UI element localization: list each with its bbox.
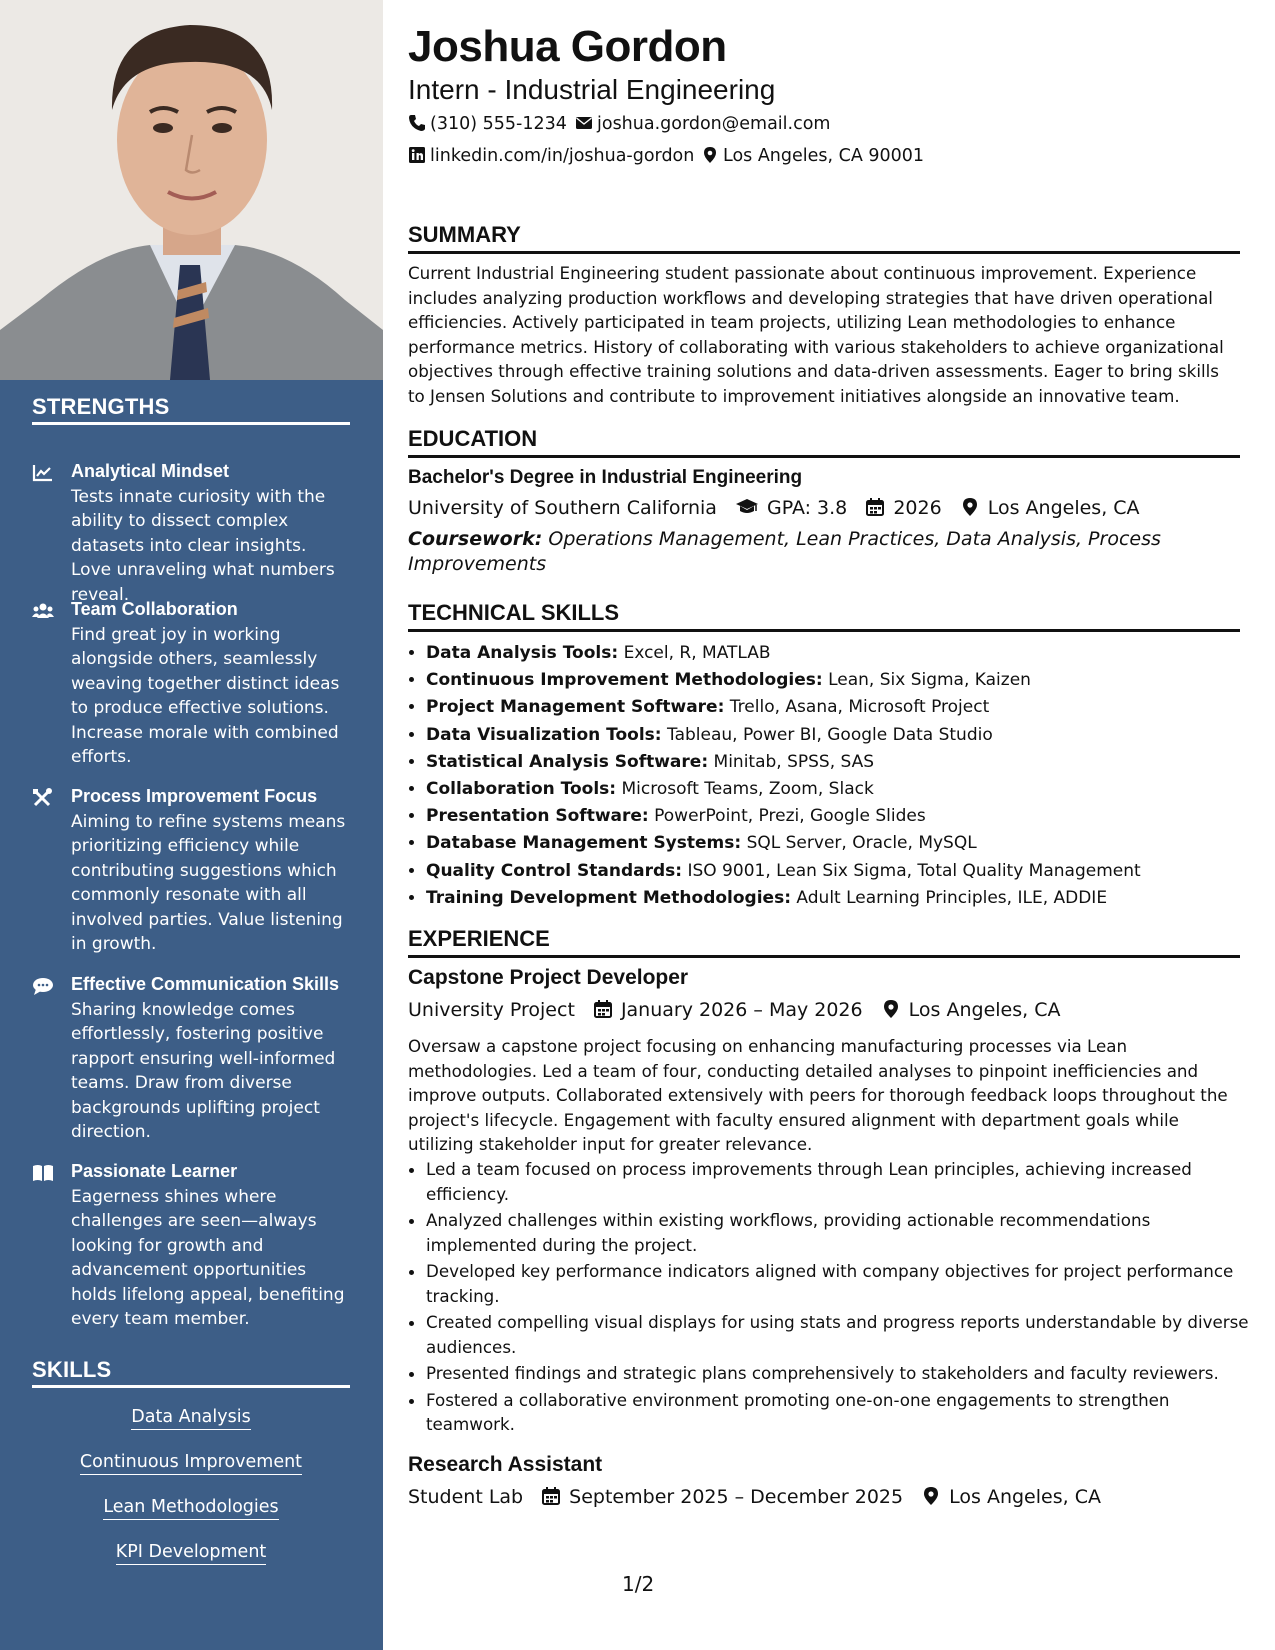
job-dates: September 2025 – December 2025 [569, 1486, 904, 1508]
strength-desc: Tests innate curiosity with the ability to dissect complex datasets into clear insights. Love unraveling what numbers reveal. [71, 487, 335, 605]
strength-title: Analytical Mindset [71, 461, 230, 481]
list-item [426, 722, 1256, 749]
skill-tag [32, 1497, 350, 1520]
job-org: University Project [408, 999, 575, 1021]
job-meta [408, 999, 1061, 1021]
coursework-label: Coursework: [408, 528, 543, 550]
list-item: • Led a team focused on process improvements through Lean principles, achieving increased efficiency. [426, 1157, 1258, 1206]
skill-values: Lean, Six Sigma, Kaizen [828, 670, 1031, 691]
school: University of Southern California [408, 497, 717, 519]
skill-values: Microsoft Teams, Zoom, Slack [621, 779, 874, 800]
job-title: Research Assistant [408, 1453, 603, 1476]
phone[interactable] [408, 114, 567, 134]
envelope-icon [575, 114, 593, 132]
job-location: Los Angeles, CA [908, 999, 1061, 1021]
skill-values: Trello, Asana, Microsoft Project [729, 697, 990, 718]
strength-desc: Aiming to refine systems means prioritizing efficiency while contributing suggestions which commonly resonate with all involved parties. Value listening in growth. [71, 812, 346, 955]
skill-category: Project Management Software: [426, 697, 725, 718]
list-item [426, 830, 1256, 857]
skill-tag [32, 1452, 350, 1475]
profile-photo [0, 0, 383, 380]
education-location: Los Angeles, CA [987, 497, 1140, 519]
book-open-icon [32, 1163, 54, 1183]
skill-category: Presentation Software: [426, 806, 649, 827]
job-description: Oversaw a capstone project focusing on enhancing manufacturing processes via Lean methodologies. Led a team of four, conducting detailed analyses to pinpoint inefficiencies and improve outputs. Collaborated extensively with peers for thorough feedback loops throughout the project's lifecycle. Engagement with faculty ensured alignment with department goals while utilizing stakeholder input for greater relevance. [408, 1036, 1228, 1154]
phone-text: (310) 555-1234 [430, 114, 567, 134]
map-pin-icon [960, 497, 980, 517]
linkedin-text: linkedin.com/in/joshua-gordon [430, 146, 695, 166]
page-number: 1/2 [622, 1572, 655, 1596]
skill-category: Collaboration Tools: [426, 779, 617, 800]
skill-category: Training Development Methodologies: [426, 887, 792, 908]
skill-values: SQL Server, Oracle, MySQL [746, 833, 977, 854]
grad-year: 2026 [893, 497, 942, 519]
candidate-name: Joshua Gordon [408, 22, 727, 71]
strength-desc: Sharing knowledge comes effortlessly, fostering positive rapport ensuring well-informed teams. Draw from diverse backgrounds uplifting project direction. [71, 1000, 336, 1143]
education-meta [408, 497, 1140, 519]
skill-values: Tableau, Power BI, Google Data Studio [667, 724, 993, 745]
coursework-list: Operations Management, Lean Practices, Data Analysis, Process Improvements [408, 528, 1161, 575]
phone-icon [408, 114, 426, 132]
users-icon [32, 601, 54, 621]
skill-values: PowerPoint, Prezi, Google Slides [654, 806, 926, 827]
list-item [426, 640, 1256, 667]
experience-title: EXPERIENCE [408, 926, 1240, 958]
summary-text: Current Industrial Engineering student passionate about continuous improvement. Experience includes analyzing production workflows and developing strategies that have driven operational efficiencies. Actively participated in team projects, utilizing Lean methodologies to enhance performance metrics. History of collaborating with various stakeholders to achieve organizational objectives through effective training solutions and data-driven assessments. Eager to bring skills to Jensen Solutions and contribute to improvement initiatives alongside an innovative team. [408, 263, 1224, 406]
skill-category: Data Visualization Tools: [426, 724, 662, 745]
job-dates: January 2026 – May 2026 [620, 999, 863, 1021]
skill-category: Data Analysis Tools: [426, 643, 619, 663]
job-title: Capstone Project Developer [408, 966, 689, 989]
skill-category: Statistical Analysis Software: [426, 751, 709, 772]
calendar-icon [865, 497, 885, 517]
map-pin-icon [701, 146, 719, 164]
education-title: EDUCATION [408, 426, 1240, 458]
chart-line-icon [32, 463, 54, 483]
skill-category: Database Management Systems: [426, 833, 742, 854]
skill-values: Excel, R, MATLAB [623, 643, 771, 663]
location-text: Los Angeles, CA 90001 [723, 146, 925, 166]
skill-label: Lean Methodologies [103, 1497, 278, 1520]
location [701, 146, 924, 166]
job-bullets [408, 1157, 1258, 1439]
skill-label: Continuous Improvement [80, 1452, 302, 1475]
linkedin-icon [408, 146, 426, 164]
skill-label: KPI Development [116, 1542, 267, 1565]
skill-values: ISO 9001, Lean Six Sigma, Total Quality Management [687, 860, 1141, 881]
job-org: Student Lab [408, 1486, 524, 1508]
map-pin-icon [921, 1486, 941, 1506]
technical-skills-list [408, 640, 1256, 912]
linkedin[interactable] [408, 146, 694, 166]
tools-icon [32, 788, 54, 808]
graduation-cap-icon [735, 497, 759, 517]
list-item [426, 858, 1256, 885]
strength-title: Passionate Learner [71, 1161, 238, 1181]
skill-tag [32, 1542, 350, 1565]
calendar-icon [593, 999, 613, 1019]
list-item [426, 694, 1256, 721]
list-item: • Presented findings and strategic plans comprehensively to stakeholders and faculty reviewers. [426, 1361, 1258, 1386]
gpa: GPA: 3.8 [766, 497, 848, 519]
sidebar [0, 0, 383, 1650]
strength-title: Process Improvement Focus [71, 786, 318, 806]
calendar-icon [541, 1486, 561, 1506]
email[interactable] [575, 114, 830, 134]
strength-desc: Find great joy in working alongside others, seamlessly weaving together distinct ideas to produce effective solutions. Increase morale with combined efforts. [71, 625, 340, 768]
list-item [426, 749, 1256, 776]
skill-label: Data Analysis [131, 1407, 250, 1430]
technical-skills-title: TECHNICAL SKILLS [408, 600, 1240, 632]
skill-values: Adult Learning Principles, ILE, ADDIE [796, 887, 1108, 908]
chat-bubble-icon [32, 976, 54, 996]
strength-title: Team Collaboration [71, 599, 238, 619]
list-item [426, 803, 1256, 830]
list-item: • Created compelling visual displays for using stats and progress reports understandable by diverse audiences. [426, 1310, 1258, 1359]
coursework [408, 527, 1238, 576]
job-meta [408, 1486, 1101, 1508]
list-item: • Fostered a collaborative environment promoting one-on-one engagements to strengthen teamwork. [426, 1388, 1258, 1437]
strength-desc: Eagerness shines where challenges are seen—always looking for growth and advancement opportunities holds lifelong appeal, benefiting every team member. [71, 1187, 345, 1330]
list-item: • Developed key performance indicators aligned with company objectives for project performance tracking. [426, 1259, 1258, 1308]
strengths-title: STRENGTHS [32, 394, 350, 425]
list-item [426, 776, 1256, 803]
skills-title: SKILLS [32, 1357, 350, 1388]
strength-title: Effective Communication Skills [71, 974, 340, 994]
list-item: • Analyzed challenges within existing workflows, providing actionable recommendations implemented during the project. [426, 1208, 1258, 1257]
degree: Bachelor's Degree in Industrial Engineering [408, 467, 803, 488]
skill-tag [32, 1407, 350, 1430]
skill-category: Quality Control Standards: [426, 860, 683, 881]
job-location: Los Angeles, CA [949, 1486, 1101, 1508]
list-item [426, 667, 1256, 694]
list-item [426, 885, 1256, 912]
candidate-role: Intern - Industrial Engineering [408, 74, 776, 105]
skill-category: Continuous Improvement Methodologies: [426, 670, 823, 691]
email-text: joshua.gordon@email.com [597, 114, 831, 134]
summary-title: SUMMARY [408, 222, 1240, 254]
map-pin-icon [881, 999, 901, 1019]
skill-values: Minitab, SPSS, SAS [713, 751, 875, 772]
